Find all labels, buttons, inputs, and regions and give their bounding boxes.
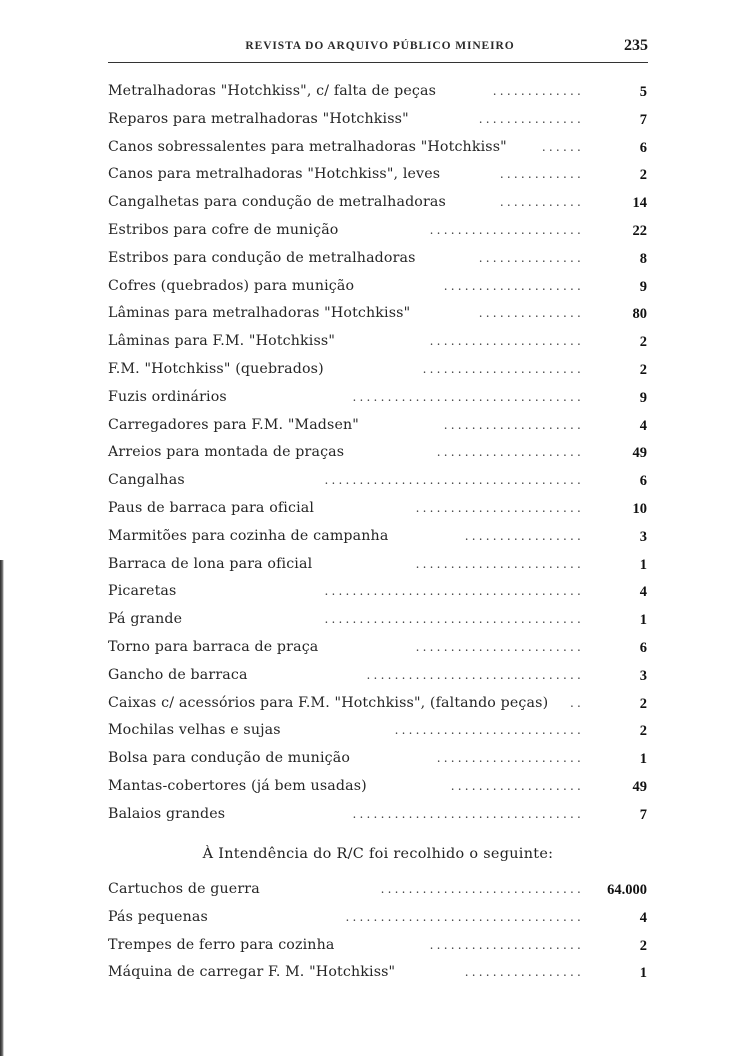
dot-leader: ..................... [436,445,584,460]
section-heading: À Intendência do R/C foi recolhido o seguinte: [202,846,554,862]
item-description: F.M. "Hotchkiss" (quebrados) [108,360,324,377]
item-quantity: 3 [639,667,647,684]
list-item [108,580,648,608]
item-quantity: 1 [639,556,647,573]
dot-leader: ...... [541,139,584,154]
item-description: Canos para metralhadoras "Hotchkiss", leves [108,166,441,183]
dot-leader: ........................ [415,639,584,654]
item-description: Lâminas para F.M. "Hotchkiss" [108,333,336,350]
item-description: Máquina de carregar F. M. "Hotchkiss" [108,964,396,981]
item-description: Torno para barraca de praça [108,638,319,655]
inventory-list-main [108,80,648,831]
item-description: Barraca de lona para oficial [108,555,313,572]
item-quantity: 49 [632,445,647,462]
list-item [108,906,648,934]
list-item [108,275,648,303]
item-quantity: 3 [639,528,647,545]
item-quantity: 2 [639,937,647,954]
item-description: Cofres (quebrados) para munição [108,277,355,294]
list-item [108,163,648,191]
page-number: 235 [624,37,648,54]
dot-leader: ........................ [415,500,584,515]
item-description: Metralhadoras "Hotchkiss", c/ falta de peças [108,83,437,99]
dot-leader: ................. [464,528,584,543]
dot-leader: ..................................... [324,584,584,599]
item-quantity: 2 [639,334,647,351]
dot-leader: ..................... [436,751,584,766]
dot-leader: ............ [499,195,584,210]
item-description: Balaios grandes [108,805,226,822]
item-quantity: 2 [639,723,647,740]
item-description: Picaretas [108,583,177,600]
item-description: Gancho de barraca [108,666,248,683]
item-description: Canos sobressalentes para metralhadoras "Hotchkiss" [108,138,507,155]
item-description: Carregadores para F.M. "Madsen" [108,416,359,433]
item-quantity: 2 [639,361,647,378]
item-quantity: 2 [639,167,647,184]
item-quantity: 5 [639,84,647,100]
item-description: Bolsa para condução de munição [108,750,351,767]
dot-leader: ................... [450,778,584,793]
list-item [108,664,648,692]
item-quantity: 10 [632,500,647,517]
list-item [108,934,648,962]
list-item [108,191,648,219]
list-item [108,358,648,386]
item-quantity: 4 [639,417,647,434]
dot-leader: ............................. [380,882,584,896]
item-description: Cartuchos de guerra [108,881,260,897]
item-quantity: 22 [632,222,647,239]
list-item [108,719,648,747]
item-description: Pás pequenas [108,908,208,925]
dot-leader: .................... [443,417,584,432]
dot-leader: ................................. [352,806,584,821]
dot-leader: .................................. [345,909,584,924]
item-description: Pá grande [108,611,183,628]
list-item [108,961,648,989]
item-description: Estribos para cofre de munição [108,221,339,238]
item-quantity: 7 [639,111,647,128]
dot-leader: ............................... [366,667,584,682]
list-item [108,469,648,497]
item-quantity: 64.000 [607,882,647,898]
item-description: Lâminas para metralhadoras "Hotchkiss" [108,305,411,322]
dot-leader: .. [569,695,584,710]
list-item [108,302,648,330]
list-item [108,692,648,720]
list-item [108,441,648,469]
item-description: Trempes de ferro para cozinha [108,936,335,953]
list-item [108,878,648,906]
list-item [108,219,648,247]
list-item [108,108,648,136]
item-quantity: 7 [639,806,647,823]
item-quantity: 6 [639,139,647,156]
dot-leader: ............. [492,84,584,98]
list-item [108,414,648,442]
dot-leader: ........................ [415,556,584,571]
dot-leader: ..................................... [324,612,584,627]
list-item [108,330,648,358]
item-quantity: 1 [639,751,647,768]
list-item [108,525,648,553]
item-description: Paus de barraca para oficial [108,499,315,516]
list-item [108,775,648,803]
dot-leader: ..................................... [324,473,584,488]
item-description: Estribos para condução de metralhadoras [108,249,416,266]
item-description: Cangalhas [108,472,185,489]
header-rule [108,62,648,63]
dot-leader: ...................... [429,222,584,237]
list-item [108,247,648,275]
item-quantity: 4 [639,909,647,926]
inventory-list-intendencia [108,878,648,989]
binding-edge-shadow [0,560,4,1056]
list-item [108,636,648,664]
dot-leader: ...................... [429,937,584,952]
list-item [108,136,648,164]
list-item [108,80,648,108]
item-description: Mantas-cobertores (já bem usadas) [108,777,367,794]
list-item [108,803,648,831]
item-quantity: 9 [639,389,647,406]
dot-leader: ................................. [352,389,584,404]
item-description: Reparos para metralhadoras "Hotchkiss" [108,110,409,127]
dot-leader: ................. [464,965,584,980]
dot-leader: ............... [478,306,584,321]
item-quantity: 9 [639,278,647,295]
running-title: REVISTA DO ARQUIVO PÚBLICO MINEIRO [245,40,515,52]
item-quantity: 49 [632,778,647,795]
item-quantity: 1 [639,612,647,629]
item-description: Cangalhetas para condução de metralhadoras [108,194,446,211]
item-quantity: 8 [639,250,647,267]
item-description: Arreios para montada de praças [108,444,345,461]
item-quantity: 6 [639,473,647,490]
item-description: Mochilas velhas e sujas [108,722,281,739]
dot-leader: ............ [499,167,584,182]
dot-leader: ............... [478,250,584,265]
list-item [108,747,648,775]
item-description: Caixas c/ acessórios para F.M. "Hotchkiss", (faltando peças) [108,694,549,711]
list-item [108,497,648,525]
dot-leader: ...................... [429,334,584,349]
list-item [108,386,648,414]
item-quantity: 14 [632,195,647,212]
item-quantity: 1 [639,965,647,982]
dot-leader: ....................... [422,361,584,376]
dot-leader: .................... [443,278,584,293]
list-item [108,553,648,581]
dot-leader: ............... [478,111,584,126]
item-quantity: 80 [632,306,647,323]
dot-leader: ........................... [394,723,584,738]
item-quantity: 2 [639,695,647,712]
item-quantity: 4 [639,584,647,601]
item-description: Marmitões para cozinha de campanha [108,527,389,544]
list-item [108,608,648,636]
item-quantity: 6 [639,639,647,656]
item-description: Fuzis ordinários [108,388,227,405]
